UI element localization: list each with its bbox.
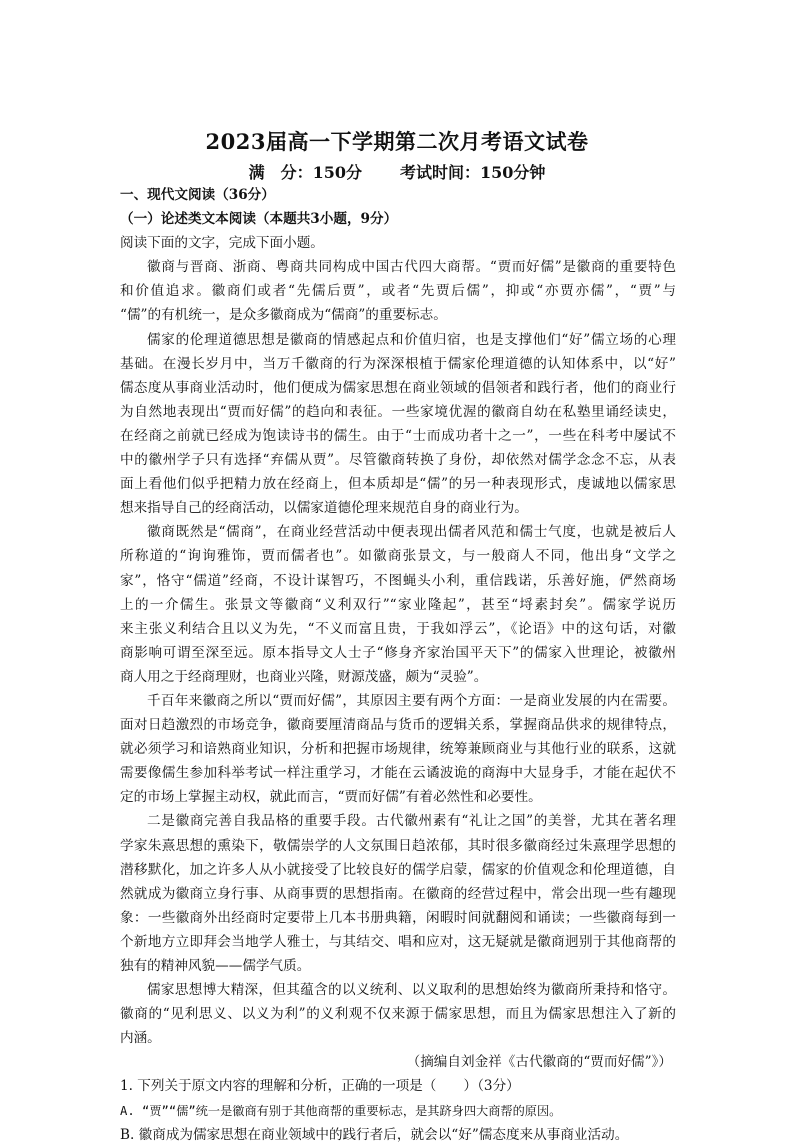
text-line: 面对日趋激烈的市场竞争，徽商要厘清商品与货币的逻辑关系，掌握商品供求的规律特点， [120,717,676,734]
text-line: 1. 下列关于原文内容的理解和分析，正确的一项是（ ）（3分） [120,1078,520,1095]
text-line: 所称道的“询询雅饰，贾而儒者也”。如徽商张景文，与一般商人不同，他出身“文学之 [120,548,676,565]
text-line: 徽商既然是“儒商”，在商业经营活动中便表现出儒者风范和儒士气度，也就是被后人 [147,524,676,541]
text-line: 为自然地表现出“贾而好儒”的趋向和表征。一些家境优渥的徽商自幼在私塾里诵经读史， [120,403,676,420]
text-line: 徽商的“见利思义、以义为利”的义利观不仅来源于儒家思想，而且为儒家思想注入了新的 [120,1006,676,1023]
text-line: 潜移默化，加之许多人从小就接受了比较良好的儒学启蒙，儒家的价值观念和伦理道德，自 [120,861,676,878]
text-line: 个新地方立即拜会当地学人雅士，与其结交、唱和应对，这无疑就是徽商迥别于其他商帮的 [120,933,676,950]
text-line: 象：一些徽商外出经商时定要带上几本书册典籍，闲暇时间就翻阅和诵读；一些徽商每到一 [120,909,676,926]
text-line: 儒家思想博大精深，但其蕴含的以义统利、以义取利的思想始终为徽商所秉持和恪守。 [147,982,676,999]
text-line: 想来指导自己的经商活动，以儒家道德伦理来规范自身的商业行为。 [120,500,528,517]
text-line: 儒家的伦理道德思想是徽商的情感起点和价值归宿，也是支撑他们“好”儒立场的心理 [147,331,676,348]
text-line: 一、现代文阅读（36分） [120,187,275,203]
text-line: A. “贾”“儒”统一是徽商有别于其他商帮的重要标志，是其跻身四大商帮的原因。 [120,1103,562,1118]
text-line: 基础。在漫长岁月中，当万千徽商的行为深深根植于儒家伦理道德的认知体系中，以“好” [120,355,676,372]
text-line: 然就成为徽商立身行事、从商事贾的思想指南。在徽商的经营过程中，常会出现一些有趣现 [120,885,676,902]
exam-content [120,183,676,1147]
exam-title: 2023届高一下学期第二次月考语文试卷 [205,129,589,154]
text-line: （摘编自刘金祥《古代徽商的“贾而好儒”》） [406,1054,672,1071]
text-line: 儒态度从事商业活动时，他们便成为儒家思想在商业领域的倡领者和践行者，他们的商业行 [120,379,676,396]
text-line: 中的徽州学子只有选择“弃儒从贾”。尽管徽商转换了身份，却依然对儒学念念不忘，从表 [120,452,676,469]
full-score: 满 分：150分 [248,163,362,182]
text-line: 学家朱熹思想的熏染下，敬儒崇学的人文氛围日趋浓郁，其时很多徽商经过朱熹理学思想的 [120,837,676,854]
text-line: 商影响可谓至深至远。原本指导文人士子“修身齐家治国平天下”的儒家入世理论，被徽州 [120,644,676,661]
text-line: 需要像儒生参加科举考试一样注重学习，才能在云谲波诡的商海中大显身手，才能在起伏不 [120,765,676,782]
exam-meta [0,160,794,183]
text-line: 在经商之前就已经成为饱读诗书的儒生。由于“士而成功者十之一”，一些在科考中屡试不 [120,427,676,444]
text-line: 独有的精神风貌——儒学气质。 [120,958,311,974]
text-line: （一）论述类文本阅读（本题共3小题，9分） [120,211,398,228]
text-line: 内涵。 [120,1030,161,1047]
text-line: 来主张义利结合且以义为先，“不义而富且贵，于我如浮云”，《论语》中的这句话，对徽 [120,620,676,637]
text-line: “儒”的有机统一，是众多徽商成为“儒商”的重要标志。 [120,307,447,324]
text-line: 面上看他们似乎把精力放在经商上，但本质却是“儒”的另一种表现形式，虔诚地以儒家思 [120,476,676,493]
text-line: 就必须学习和谙熟商业知识，分析和把握市场规律，统筹兼顾商业与其他行业的联系，这就 [120,741,676,758]
text-line: 上的一介儒生。张景文等徽商“义利双行”“家业隆起”，甚至“埒素封矣”。儒家学说历 [120,596,676,613]
text-line: B. 徽商成为儒家思想在商业领域中的践行者后，就会以“好”儒态度来从事商业活动。 [120,1126,629,1143]
text-line: 和价值追求。徽商们或者“先儒后贾”，或者“先贾后儒”，抑或“亦贾亦儒”，“贾”与 [120,283,676,300]
text-line: 家”，恪守“儒道”经商，不设计谋智巧，不图蝇头小利，重信践诺，乐善好施，俨然商场 [120,572,676,589]
text-line: 千百年来徽商之所以“贾而好儒”，其原因主要有两个方面：一是商业发展的内在需要。 [147,692,676,709]
text-line: 徽商与晋商、浙商、粤商共同构成中国古代四大商帮。“贾而好儒”是徽商的重要特色 [147,259,676,276]
text-line: 二是徽商完善自我品格的重要手段。古代徽州素有“礼让之国”的美誉，尤其在著名理 [147,813,676,830]
text-line: 商人用之于经商理财，也商业兴隆，财源茂盛，颇为“灵验”。 [120,668,488,685]
text-line: 定的市场上掌握主动权，就此而言，“贾而好儒”有着必然性和必要性。 [120,789,542,806]
text-line: 阅读下面的文字，完成下面小题。 [120,235,324,252]
exam-time: 考试时间：150分钟 [400,163,546,182]
